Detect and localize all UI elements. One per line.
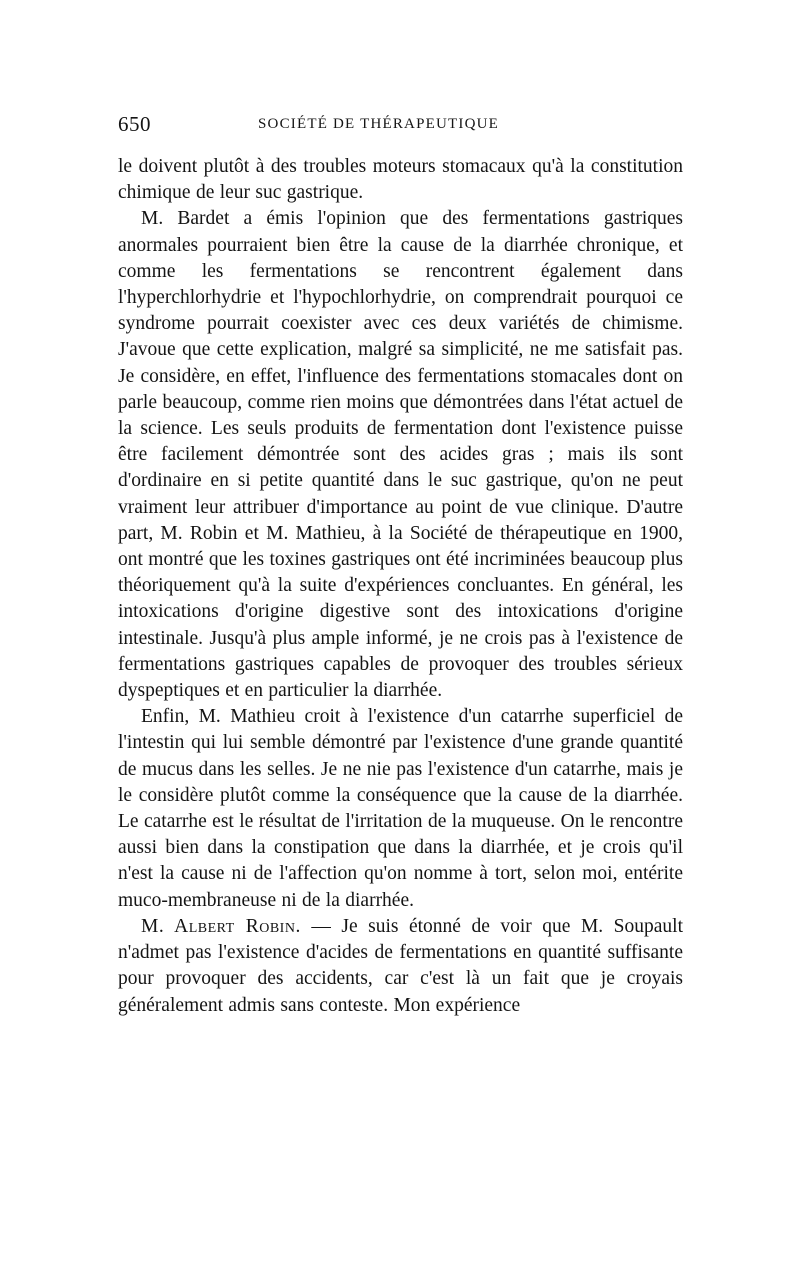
- speaker-name: M. Albert Robin.: [141, 915, 301, 937]
- paragraph-continuation: le doivent plutôt à des troubles moteurs stomacaux qu'à la constitution chimique de leur suc gastrique.: [118, 156, 683, 204]
- paragraph-bardet: M. Bardet a émis l'opinion que des fermentations gastriques anormales pourraient bien être la cause de la diarrhée chronique, et comme les fermentations se rencontrent également dans l'hyperchlorhydrie et l'hypochlorhydrie, on comprendrait pourquoi ce syndrome pourrait coexister avec ces deux variétés de chimisme. J'avoue que cette explication, malgré sa simplicité, ne me satisfait pas. Je considère, en effet, l'influence des fermentations stomacales dont on parle beaucoup, comme rien moins que démontrées dans l'état actuel de la science. Les seuls produits de fermentation dont l'existence puisse être facilement démontrée sont des acides gras ; mais ils sont d'ordinaire en si petite quantité dans le suc gastrique, qu'on ne peut vraiment leur attribuer d'importance au point de vue clinique. D'autre part, M. Robin et M. Mathieu, à la Société de thérapeutique en 1900, ont montré que les toxines gastriques ont été incriminées beaucoup plus théoriquement qu'à la suite d'expériences concluantes. En général, les intoxications d'origine digestive sont des intoxications d'origine intestinale. Jusqu'à plus ample informé, je ne crois pas à l'existence de fermentations gastriques capables de provoquer des troubles sérieux dyspeptiques et en particulier la diarrhée.: [118, 208, 683, 702]
- running-head: SOCIÉTÉ DE THÉRAPEUTIQUE: [258, 116, 500, 132]
- speaker-remarks: — Je suis étonné de voir que M. Soupault n'admet pas l'existence d'acides de fermentations en quantité suffisante pour provoquer des accidents, car c'est là un fait que je croyais généralement admis sans conteste. Mon expérience: [118, 915, 684, 1016]
- page-number: 650: [118, 112, 151, 136]
- paragraph-mathieu: Enfin, M. Mathieu croit à l'existence d'un catarrhe superficiel de l'intestin qui lui semble démontré par l'existence d'une grande quantité de mucus dans les selles. Je ne nie pas l'existence d'un catarrhe, mais je le considère plutôt comme la conséquence que la cause de la diarrhée. Le catarrhe est le résultat de l'irritation de la muqueuse. On le rencontre aussi bien dans la constipation que dans la diarrhée, et je crois qu'il n'est la cause ni de l'affection qu'on nomme à tort, selon moi, entérite muco-membraneuse ni de la diarrhée.: [118, 706, 683, 911]
- paragraph-robin: [118, 914, 683, 1019]
- body-text: [118, 154, 683, 1019]
- page-header: [118, 112, 683, 142]
- document-page: [118, 112, 683, 1019]
